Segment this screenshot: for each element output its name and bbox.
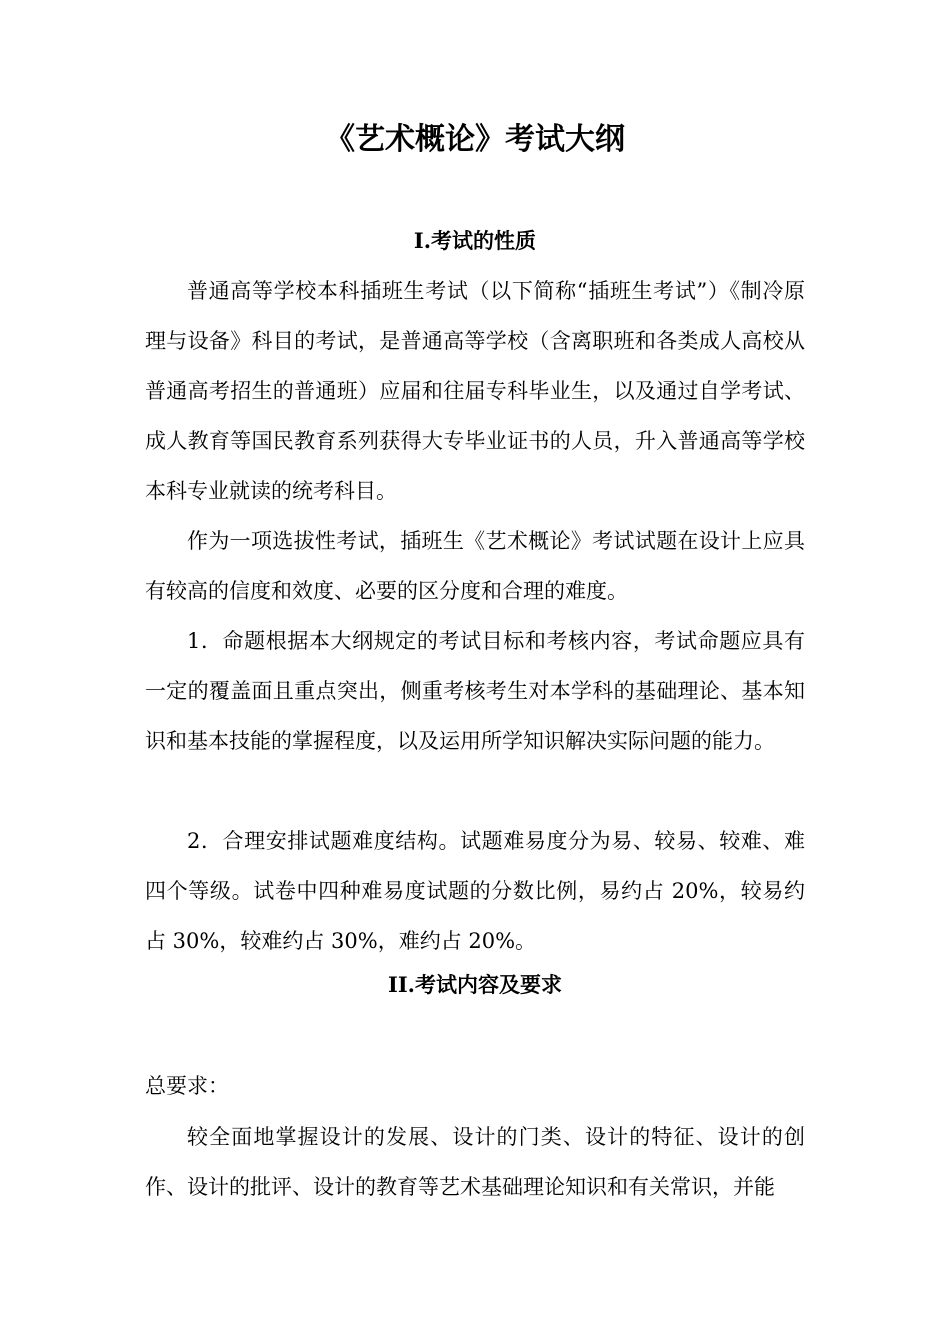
paragraph-item-1: 1．命题根据本大纲规定的考试目标和考核内容，考试命题应具有一定的覆盖面且重点突出，侧重考核考生对本学科的基础理论、基本知识和基本技能的掌握程度，以及运用所学知识解决实际问题的能力。 — [145, 629, 805, 753]
paragraph-item-2: 2．合理安排试题难度结构。试题难易度分为易、较易、较难、难四个等级。试卷中四种难易度试题的分数比例，易约占 20%，较易约占 30%，较难约占 30%，难约占 20%。 — [145, 829, 805, 953]
document-title: 《艺术概论》考试大纲 — [325, 122, 625, 157]
section-heading-content: II.考试内容及要求 — [388, 972, 562, 997]
subheading-general-requirements: 总要求： — [145, 1074, 229, 1098]
paragraph-selection: 作为一项选拔性考试，插班生《艺术概论》考试试题在设计上应具有较高的信度和效度、必要的区分度和合理的难度。 — [145, 529, 805, 603]
paragraph-exam-nature: 普通高等学校本科插班生考试（以下简称“插班生考试”）《制冷原理与设备》科目的考试，是普通高等学校（含离职班和各类成人高校从普通高考招生的普通班）应届和往届专科毕业生，以及通过自学考试、成人教育等国民教育系列获得大专毕业证书的人员，升入普通高等学校本科专业就读的统考科目。 — [145, 279, 805, 503]
paragraph-general-requirements: 较全面地掌握设计的发展、设计的门类、设计的特征、设计的创作、设计的批评、设计的教育等艺术基础理论知识和有关常识，并能 — [145, 1125, 805, 1199]
section-heading-nature: I.考试的性质 — [413, 228, 537, 253]
